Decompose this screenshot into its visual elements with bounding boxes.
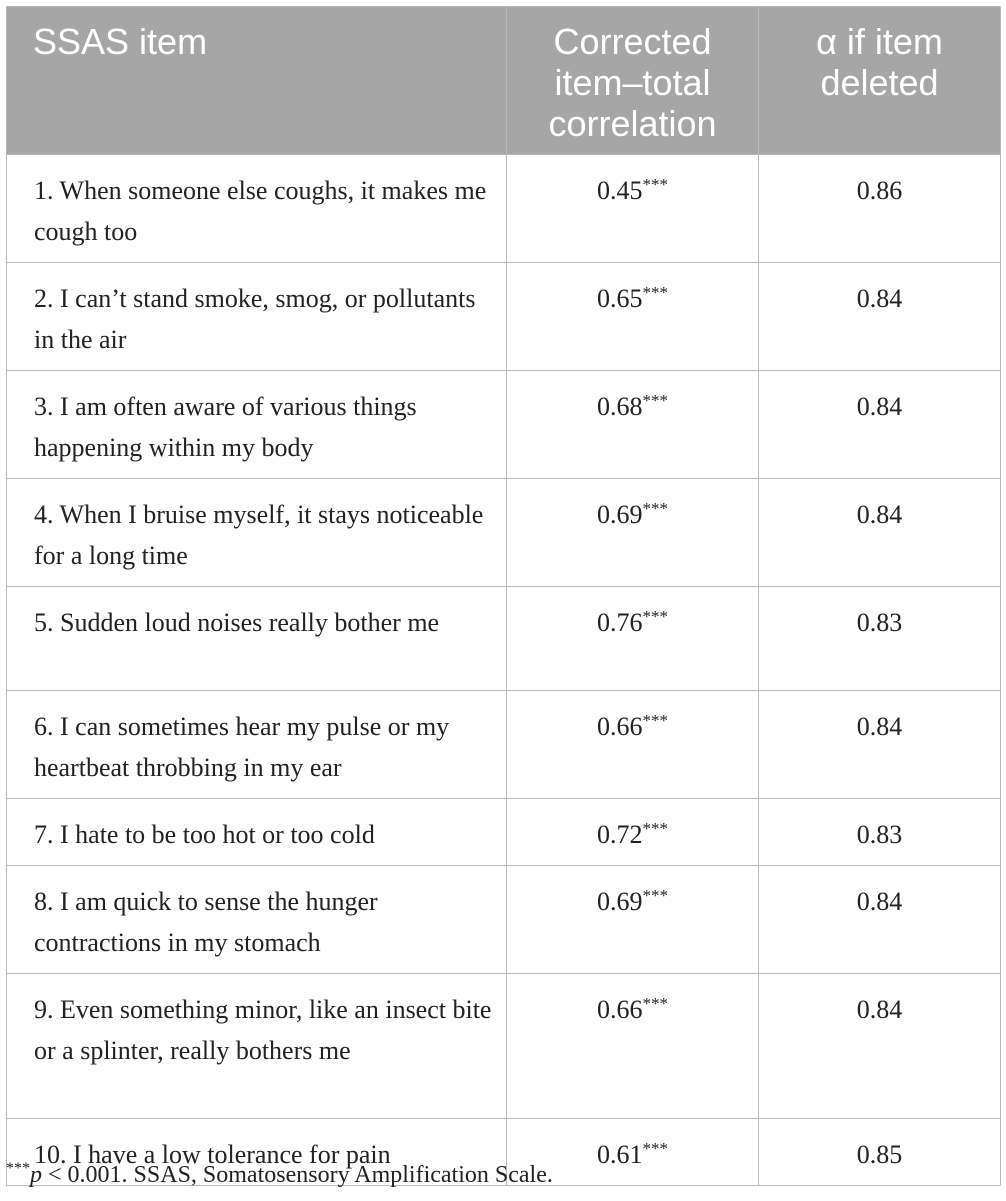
table-row — [7, 263, 1001, 371]
correlation-value: 0.69*** — [507, 866, 759, 974]
correlation-value: 0.76*** — [507, 587, 759, 691]
correlation-value: 0.66*** — [507, 974, 759, 1119]
table-row — [7, 371, 1001, 479]
alpha-value: 0.85 — [759, 1119, 1001, 1186]
ssas-item-table — [6, 6, 1001, 1186]
alpha-value: 0.86 — [759, 155, 1001, 263]
alpha-value: 0.84 — [759, 371, 1001, 479]
correlation-value: 0.68*** — [507, 371, 759, 479]
item-text: 1. When someone else coughs, it makes me cough too — [7, 155, 507, 263]
table-row — [7, 479, 1001, 587]
item-text: 10. I have a low tolerance for pain — [7, 1119, 507, 1186]
header-corrected-correlation: Corrected item–total correlation — [507, 7, 759, 155]
alpha-value: 0.83 — [759, 799, 1001, 866]
p-symbol: p — [30, 1162, 42, 1188]
correlation-value: 0.66*** — [507, 691, 759, 799]
table-header-row — [7, 7, 1001, 155]
item-text: 6. I can sometimes hear my pulse or my heartbeat throbbing in my ear — [7, 691, 507, 799]
item-text: 8. I am quick to sense the hunger contractions in my stomach — [7, 866, 507, 974]
correlation-value: 0.61*** — [507, 1119, 759, 1186]
item-text: 4. When I bruise myself, it stays noticeable for a long time — [7, 479, 507, 587]
alpha-value: 0.84 — [759, 691, 1001, 799]
alpha-value: 0.84 — [759, 866, 1001, 974]
correlation-value: 0.45*** — [507, 155, 759, 263]
significance-marker: *** — [6, 1160, 30, 1177]
footnote-text: < 0.001. SSAS, Somatosensory Amplification Scale. — [42, 1162, 553, 1188]
table-row — [7, 799, 1001, 866]
table-row — [7, 587, 1001, 691]
item-text: 2. I can’t stand smoke, smog, or pollutants in the air — [7, 263, 507, 371]
alpha-value: 0.84 — [759, 263, 1001, 371]
alpha-value: 0.83 — [759, 587, 1001, 691]
header-ssas-item: SSAS item — [7, 7, 507, 155]
correlation-value: 0.72*** — [507, 799, 759, 866]
header-alpha-if-deleted: α if item deleted — [759, 7, 1001, 155]
table-row — [7, 974, 1001, 1119]
table-row — [7, 866, 1001, 974]
table-footnote — [6, 1162, 553, 1189]
item-text: 9. Even something minor, like an insect bite or a splinter, really bothers me — [7, 974, 507, 1119]
table-row — [7, 155, 1001, 263]
item-text: 7. I hate to be too hot or too cold — [7, 799, 507, 866]
alpha-value: 0.84 — [759, 974, 1001, 1119]
table-row — [7, 691, 1001, 799]
item-text: 3. I am often aware of various things happening within my body — [7, 371, 507, 479]
alpha-value: 0.84 — [759, 479, 1001, 587]
correlation-value: 0.69*** — [507, 479, 759, 587]
correlation-value: 0.65*** — [507, 263, 759, 371]
item-text: 5. Sudden loud noises really bother me — [7, 587, 507, 691]
